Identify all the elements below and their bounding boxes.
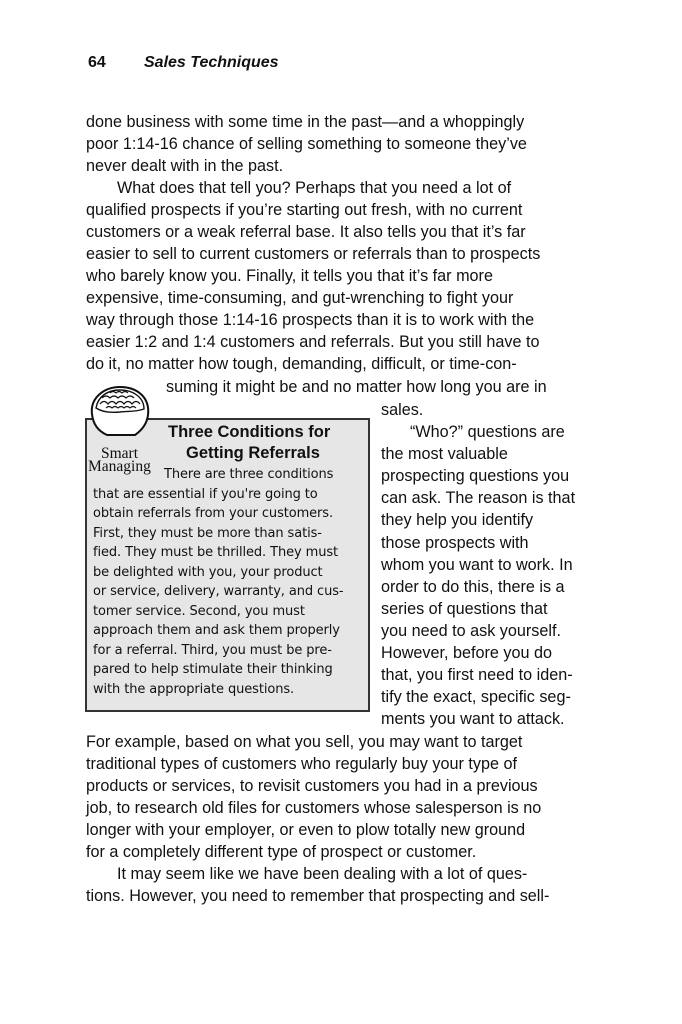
- sidebar-text-line: that are essential if you're going to: [93, 487, 318, 502]
- body-line: tify the exact, specific seg-: [381, 688, 571, 706]
- body-line: tions. However, you need to remember that prospecting and sell-: [86, 887, 550, 905]
- body-line: whom you want to work. In: [381, 556, 573, 574]
- body-line: for a completely different type of prospect or customer.: [86, 843, 477, 861]
- body-line: who barely know you. Finally, it tells you that it’s far more: [86, 267, 493, 285]
- body-line: What does that tell you? Perhaps that you need a lot of: [117, 179, 512, 197]
- running-header: [88, 54, 279, 72]
- body-line: sales.: [381, 401, 424, 419]
- sidebar-text-line: approach them and ask them properly: [93, 623, 340, 638]
- sidebar-text-line: fied. They must be thrilled. They must: [93, 545, 339, 560]
- body-line: easier to sell to current customers or referrals than to prospects: [86, 245, 541, 263]
- body-line: the most valuable: [381, 445, 508, 463]
- body-line: way through those 1:14-16 prospects than it is to work with the: [86, 311, 535, 329]
- body-line: do it, no matter how tough, demanding, difficult, or time-con-: [86, 355, 517, 373]
- sidebar-text-line: First, they must be more than satis-: [93, 526, 322, 541]
- body-line: never dealt with in the past.: [86, 157, 284, 175]
- body-line: series of questions that: [381, 600, 548, 618]
- body-line: done business with some time in the past—and a whoppingly: [86, 113, 525, 131]
- icon-label-smart: Smart: [101, 445, 139, 462]
- body-line: poor 1:14-16 chance of selling something to someone they’ve: [86, 135, 527, 153]
- body-line: job, to research old files for customers whose salesperson is no: [86, 799, 542, 817]
- body-line: qualified prospects if you’re starting out fresh, with no current: [86, 201, 523, 219]
- body-line: easier 1:2 and 1:4 customers and referrals. But you still have to: [86, 333, 540, 351]
- body-line: “Who?” questions are: [410, 423, 565, 441]
- sidebar-text-line: for a referral. Third, you must be pre-: [93, 643, 332, 658]
- brain-head-icon: [86, 384, 158, 440]
- sidebar-text-line: or service, delivery, warranty, and cus-: [93, 584, 344, 599]
- sidebar-text-line: tomer service. Second, you must: [93, 604, 305, 619]
- running-title: Sales Techniques: [144, 54, 279, 71]
- body-line: traditional types of customers who regularly buy your type of: [86, 755, 517, 773]
- body-line: longer with your employer, or even to plow totally new ground: [86, 821, 526, 839]
- body-line: expensive, time-consuming, and gut-wrenching to fight your: [86, 289, 514, 307]
- body-line: suming it might be and no matter how long you are in: [166, 378, 547, 396]
- sidebar-text-line: be delighted with you, your product: [93, 565, 323, 580]
- body-line: they help you identify: [381, 511, 534, 529]
- sidebar-text-line: with the appropriate questions.: [93, 682, 295, 697]
- icon-label-managing: Managing: [88, 458, 151, 475]
- body-line: order to do this, there is a: [381, 578, 565, 596]
- sidebar-title-line: Getting Referrals: [186, 444, 320, 462]
- body-line: can ask. The reason is that: [381, 489, 576, 507]
- body-line: you need to ask yourself.: [381, 622, 561, 640]
- body-line: However, before you do: [381, 644, 552, 662]
- page-number: 64: [88, 54, 106, 71]
- body-line: For example, based on what you sell, you may want to target: [86, 733, 523, 751]
- body-line: those prospects with: [381, 534, 529, 552]
- sidebar-text-line: pared to help stimulate their thinking: [93, 662, 333, 677]
- body-line: ments you want to attack.: [381, 710, 565, 728]
- body-line: products or services, to revisit customers you had in a previous: [86, 777, 538, 795]
- sidebar-text-line: There are three conditions: [164, 467, 334, 482]
- body-line: customers or a weak referral base. It also tells you that it’s far: [86, 223, 526, 241]
- body-line: prospecting questions you: [381, 467, 570, 485]
- sidebar-text-line: obtain referrals from your customers.: [93, 506, 333, 521]
- sidebar-title-line: Three Conditions for: [168, 423, 331, 441]
- body-line: that, you first need to iden-: [381, 666, 573, 684]
- body-line: It may seem like we have been dealing with a lot of ques-: [117, 865, 528, 883]
